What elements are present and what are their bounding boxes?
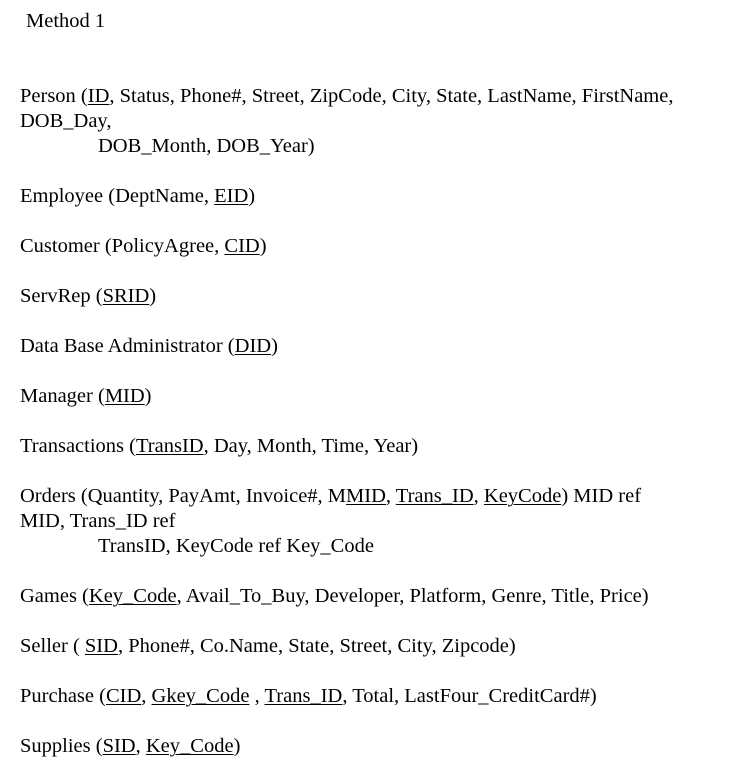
orders-key-keycode: KeyCode	[483, 485, 562, 507]
person-prefix: Person (	[20, 85, 88, 107]
transactions-attributes: , Day, Month, Time, Year)	[203, 435, 419, 457]
page-title: Method 1	[26, 10, 106, 32]
purchase-separator: ,	[249, 685, 265, 707]
employee-prefix: Employee (DeptName,	[20, 185, 215, 207]
purchase-key-cid: CID	[105, 685, 142, 707]
relation-orders-line-2: MID, Trans_ID ref	[20, 510, 176, 532]
supplies-key-key-code: Key_Code	[145, 735, 234, 757]
customer-prefix: Customer (PolicyAgree,	[20, 235, 225, 257]
purchase-key-trans-id: Trans_ID	[264, 685, 343, 707]
relation-transactions	[20, 434, 418, 458]
supplies-prefix: Supplies (	[20, 735, 103, 757]
relation-games	[20, 584, 649, 608]
seller-key-sid: SID	[84, 635, 118, 657]
relation-orders-line-3: TransID, KeyCode ref Key_Code	[98, 535, 374, 557]
transactions-prefix: Transactions (	[20, 435, 136, 457]
customer-suffix: )	[259, 235, 267, 257]
relation-person-line-3: DOB_Month, DOB_Year)	[98, 135, 315, 157]
orders-key-mid: MID	[346, 485, 386, 507]
supplies-suffix: )	[233, 735, 241, 757]
orders-separator: ,	[473, 485, 484, 507]
servrep-suffix: )	[149, 285, 157, 307]
person-key-id: ID	[87, 85, 110, 107]
relation-employee	[20, 184, 255, 208]
supplies-key-sid: SID	[102, 735, 136, 757]
manager-suffix: )	[144, 385, 152, 407]
relation-manager	[20, 384, 152, 408]
purchase-prefix: Purchase (	[20, 685, 106, 707]
seller-prefix: Seller (	[20, 635, 85, 657]
relation-person-line-2: DOB_Day,	[20, 110, 112, 132]
servrep-key-srid: SRID	[102, 285, 150, 307]
games-prefix: Games (	[20, 585, 89, 607]
purchase-attributes: , Total, LastFour_CreditCard#)	[342, 685, 597, 707]
customer-key-cid: CID	[224, 235, 260, 257]
orders-separator: ,	[385, 485, 396, 507]
games-key-key-code: Key_Code	[88, 585, 177, 607]
relation-supplies	[20, 734, 240, 758]
manager-prefix: Manager (	[20, 385, 105, 407]
orders-ref-text: ) MID ref	[561, 485, 642, 507]
servrep-prefix: ServRep (	[20, 285, 103, 307]
orders-prefix: Orders (Quantity, PayAmt, Invoice#, M	[20, 485, 347, 507]
relation-customer	[20, 234, 267, 258]
relation-purchase	[20, 684, 597, 708]
employee-suffix: )	[248, 185, 256, 207]
relation-person-line-1	[20, 84, 673, 108]
transactions-key-transid: TransID	[135, 435, 204, 457]
supplies-separator: ,	[135, 735, 146, 757]
dba-suffix: )	[271, 335, 278, 357]
relation-dba	[20, 334, 278, 358]
seller-attributes: , Phone#, Co.Name, State, Street, City, Zipcode)	[117, 635, 516, 657]
person-attributes: , Status, Phone#, Street, ZipCode, City, State, LastName, FirstName,	[109, 85, 674, 107]
games-attributes: , Avail_To_Buy, Developer, Platform, Genre, Title, Price)	[176, 585, 649, 607]
relation-servrep	[20, 284, 156, 308]
relation-seller	[20, 634, 516, 658]
dba-key-did: DID	[234, 335, 272, 357]
dba-prefix: Data Base Administrator (	[20, 335, 235, 357]
relation-orders-line-1	[20, 484, 641, 508]
employee-key-eid: EID	[214, 185, 249, 207]
purchase-key-gkey-code: Gkey_Code	[151, 685, 250, 707]
manager-key-mid: MID	[104, 385, 145, 407]
orders-key-trans-id: Trans_ID	[395, 485, 474, 507]
purchase-separator: ,	[141, 685, 152, 707]
